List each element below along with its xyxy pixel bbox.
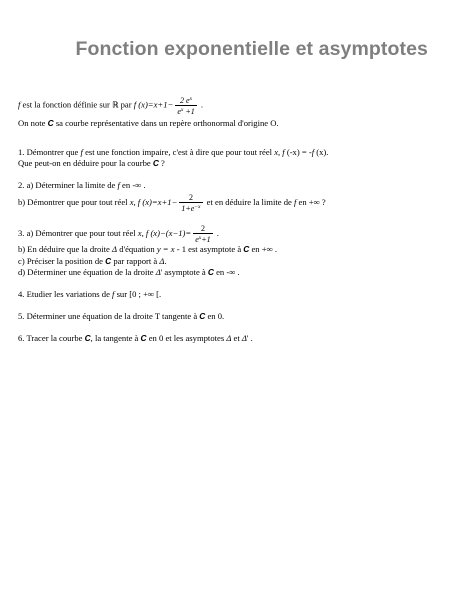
q6-curve: C [84, 333, 91, 343]
q5-curve: C [199, 311, 206, 321]
q3b-curve: C [243, 244, 250, 254]
question-3c [18, 256, 167, 267]
q2b-formula: f (x)=x+1− [135, 196, 178, 207]
q3a-text-a: 3. a) Démontrer que pour tout réel [18, 227, 138, 238]
q4-func: f [112, 289, 115, 299]
q3d-text-b: ' asymptote à [160, 267, 208, 277]
q1-text-c: (-x) = - [284, 147, 312, 157]
q5-text-a: 5. Déterminer une équation de la droite T tangente à [18, 311, 200, 321]
intro-den-text: e [177, 107, 181, 116]
q3c-text-a: c) Préciser la position de [18, 256, 106, 266]
intro-formula: f (x)=x+1− [133, 99, 174, 110]
q2b-frac-num: 2 [188, 193, 193, 202]
intro-text-1: est la fonction définie sur [20, 99, 113, 110]
q3d-delta: Δ [155, 267, 161, 277]
q6-text-d: et [231, 333, 242, 343]
q3a-var: x, [137, 227, 144, 238]
q3a-den-exp: x [198, 235, 202, 241]
q2b-den-exp: −x [194, 204, 201, 210]
q1-text-b: est une fonction impaire, c'est à dire que pour tout réel [82, 147, 275, 157]
q2b-text-c: en +∞ ? [296, 196, 326, 207]
q6-delta: Δ [226, 333, 232, 343]
intro-fraction [175, 95, 196, 116]
q1-line2-end: ? [158, 158, 165, 168]
curve-symbol: C [47, 118, 54, 128]
q3d-text-a: d) Déterminer une équation de la droite [18, 267, 156, 277]
q2b-fraction [179, 193, 202, 213]
q6-text-e: ' . [246, 333, 253, 343]
q1-curve: C [152, 158, 159, 168]
note-line [18, 118, 279, 129]
q3a-frac-num: 2 [200, 224, 205, 233]
q3b-text-b: d'équation [117, 244, 157, 254]
intro-frac-num [178, 95, 194, 105]
note-text-2: sa courbe représentative dans un repère orthonormal d'origine O. [53, 118, 279, 128]
question-1-line-1 [18, 147, 328, 158]
question-1-line-2 [18, 158, 165, 169]
q2b-text-a: b) Démontrer que pour tout réel [18, 196, 130, 207]
question-6 [18, 333, 253, 344]
q3b-equation: y = x [156, 244, 175, 254]
q3a-formula: f (x)−(x−1)= [143, 227, 192, 238]
q3a-end: . [214, 227, 219, 238]
q3d-curve: C [207, 267, 214, 277]
q1-text-a: 1. Démontrer que [18, 147, 81, 157]
q2b-den-text: 1+e [181, 204, 195, 213]
q1-func: f [80, 147, 83, 157]
page-title: Fonction exponentielle et asymptotes [75, 38, 428, 60]
q2b-text-b: et en déduire la limite de [204, 196, 294, 207]
q2a-text-b: en -∞ . [119, 180, 146, 190]
q3c-curve: C [105, 256, 112, 266]
q2a-func: f [117, 180, 120, 190]
q4-text-a: 4. Etudier les variations de [18, 289, 113, 299]
intro-line [18, 95, 203, 116]
question-5 [18, 311, 224, 322]
q3a-fraction [193, 224, 212, 244]
q2b-func: f [293, 196, 297, 207]
question-2b [18, 193, 326, 213]
q6-text-b: , la tangente à [90, 333, 141, 343]
q3c-delta: Δ [159, 256, 165, 266]
q1-func-2: f [311, 147, 315, 157]
intro-end: . [198, 99, 204, 110]
q3b-text-c: - 1 est asymptote à [174, 244, 244, 254]
question-3d [18, 267, 240, 278]
intro-den-exp: x [180, 107, 184, 113]
intro-frac-den [175, 105, 196, 116]
q6-text-a: 6. Tracer la courbe [18, 333, 85, 343]
q6-delta-2: Δ [241, 333, 247, 343]
q2b-var: x, [129, 196, 136, 207]
q3a-frac-den [193, 233, 212, 244]
q3a-den-text: e [195, 235, 199, 244]
q1-var: x, f [274, 147, 285, 157]
question-3b [18, 244, 277, 255]
func-symbol: f [18, 99, 21, 110]
q1-text-d: (x). [314, 147, 329, 157]
question-3a [18, 224, 219, 244]
q6-curve-2: C [140, 333, 147, 343]
q2b-frac-den [179, 202, 202, 213]
q6-text-c: en 0 et les asymptotes [146, 333, 227, 343]
q5-text-b: en 0. [205, 311, 225, 321]
q3d-text-c: en -∞ . [213, 267, 240, 277]
q3b-text-d: en +∞ . [249, 244, 278, 254]
q2a-text-a: 2. a) Déterminer la limite de [18, 180, 118, 190]
intro-den-tail: +1 [183, 107, 195, 116]
q3c-text-c: . [164, 256, 167, 266]
reals-symbol: ℝ [112, 100, 119, 110]
q3a-den-tail: +1 [201, 235, 211, 244]
delta-symbol: Δ [112, 244, 118, 254]
q3c-text-b: par rapport à [111, 256, 160, 266]
q3b-text-a: b) En déduire que la droite [18, 244, 113, 254]
intro-num-exp: x [189, 96, 193, 102]
q1-line2-text: Que peut-on en déduire pour la courbe [18, 158, 153, 168]
question-2a [18, 180, 146, 191]
intro-num-text: 2 e [180, 96, 190, 105]
q4-text-b: sur [0 ; +∞ [. [114, 289, 162, 299]
note-text-1: On note [18, 118, 48, 128]
question-4 [18, 289, 161, 300]
intro-text-2: par [118, 99, 134, 110]
